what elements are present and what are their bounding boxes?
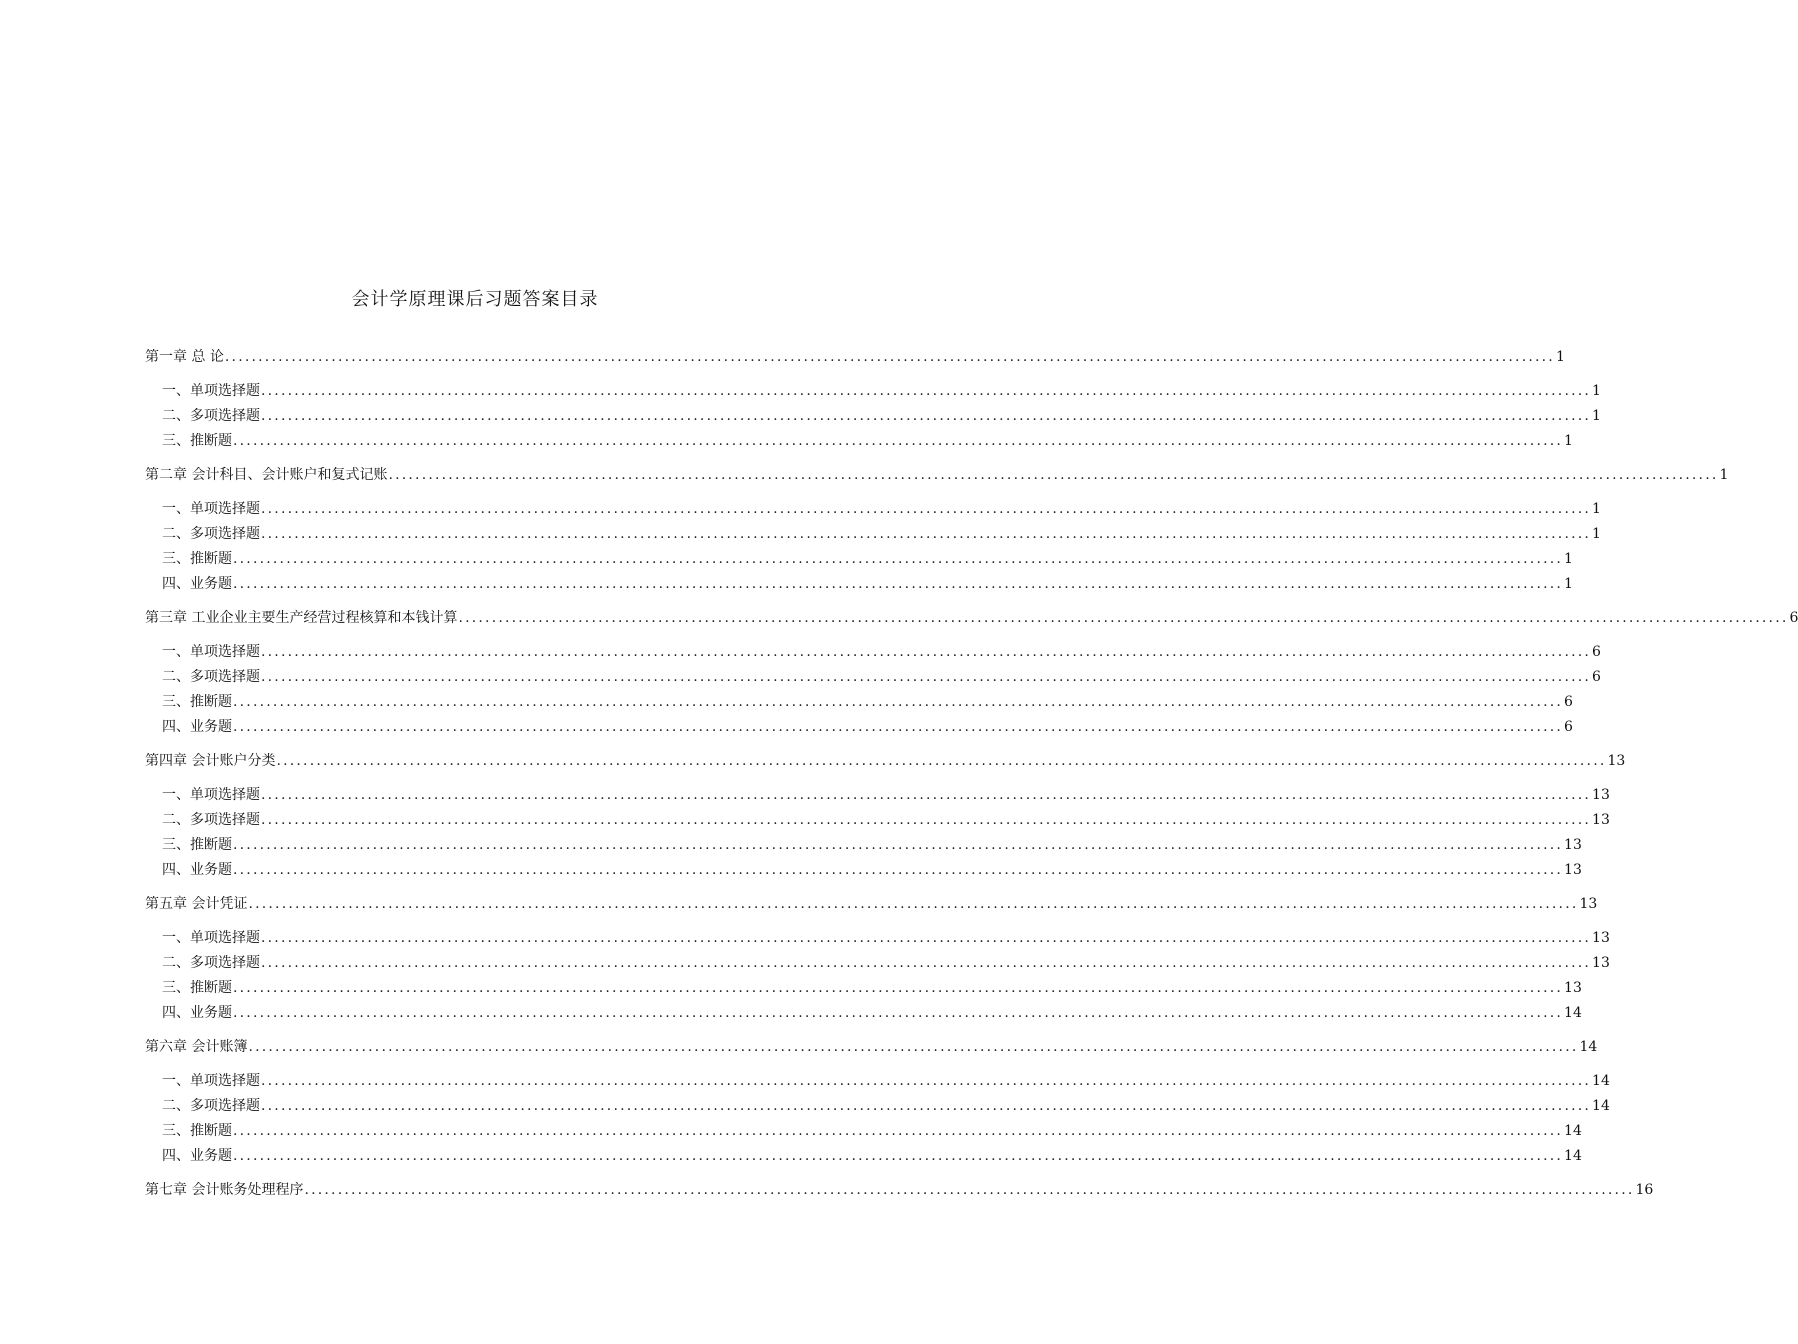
toc-dot-leader: ........................................................................................................................................................................................................ (261, 501, 1592, 517)
toc-section-label: 一、单项选择题 (162, 383, 260, 399)
toc-dot-leader: ........................................................................................................................................................................................................ (224, 349, 1555, 365)
toc-dot-leader: ........................................................................................................................................................................................................ (233, 433, 1564, 449)
toc-page-number: 14 (1564, 1123, 1582, 1139)
toc-chapter-group (145, 463, 1729, 597)
toc-chapter-label: 第七章 会计账务处理程序 (145, 1182, 304, 1198)
toc-section-entry[interactable] (145, 1001, 1582, 1026)
toc-section-entry[interactable] (145, 640, 1601, 665)
toc-dot-leader: ........................................................................................................................................................................................................ (233, 719, 1564, 735)
toc-section-entry[interactable] (145, 379, 1601, 404)
toc-page-number: 13 (1592, 787, 1610, 803)
toc-chapter-entry[interactable] (145, 749, 1626, 774)
toc-page-number: 1 (1719, 467, 1729, 483)
toc-section-entry[interactable] (145, 1144, 1582, 1169)
toc-chapter-group (145, 1178, 1654, 1203)
toc-dot-leader: ........................................................................................................................................................................................................ (304, 1182, 1635, 1198)
toc-dot-leader: ........................................................................................................................................................................................................ (233, 862, 1564, 878)
toc-section-label: 二、多项选择题 (162, 955, 260, 971)
toc-section-label: 四、业务题 (162, 1005, 232, 1021)
toc-chapter-group (145, 345, 1601, 454)
toc-page-number: 14 (1564, 1148, 1582, 1164)
toc-section-label: 一、单项选择题 (162, 930, 260, 946)
toc-dot-leader: ........................................................................................................................................................................................................ (233, 837, 1564, 853)
toc-page-number: 6 (1592, 644, 1601, 660)
toc-chapter-label: 第三章 工业企业主要生产经营过程核算和本钱计算 (145, 610, 458, 626)
toc-page-number: 1 (1592, 408, 1601, 424)
toc-page-number: 6 (1564, 719, 1573, 735)
toc-section-entry[interactable] (145, 1119, 1582, 1144)
toc-section-label: 三、推断题 (162, 1123, 232, 1139)
toc-section-entry[interactable] (145, 783, 1610, 808)
toc-section-entry[interactable] (145, 976, 1582, 1001)
toc-page-number: 13 (1592, 930, 1610, 946)
toc-dot-leader: ........................................................................................................................................................................................................ (261, 526, 1592, 542)
toc-section-label: 四、业务题 (162, 576, 232, 592)
toc-chapter-label: 第一章 总 论 (145, 349, 224, 365)
toc-section-entry[interactable] (145, 858, 1582, 883)
toc-chapter-entry[interactable] (145, 345, 1565, 370)
toc-dot-leader: ........................................................................................................................................................................................................ (261, 930, 1592, 946)
toc-section-label: 二、多项选择题 (162, 408, 260, 424)
toc-chapter-group (145, 749, 1626, 883)
toc-chapter-label: 第六章 会计账簿 (145, 1039, 248, 1055)
toc-section-entry[interactable] (145, 951, 1610, 976)
document-title: 会计学原理课后习题答案目录 (351, 289, 599, 310)
toc-page-number: 14 (1592, 1098, 1610, 1114)
toc-page-number: 1 (1592, 526, 1601, 542)
toc-section-label: 一、单项选择题 (162, 787, 260, 803)
toc-section-entry[interactable] (145, 497, 1601, 522)
toc-chapter-label: 第二章 会计科目、会计账户和复式记账 (145, 467, 388, 483)
toc-dot-leader: ........................................................................................................................................................................................................ (248, 896, 1579, 912)
toc-section-label: 三、推断题 (162, 837, 232, 853)
toc-page-number: 13 (1592, 955, 1610, 971)
toc-page-number: 6 (1592, 669, 1601, 685)
toc-chapter-entry[interactable] (145, 1035, 1598, 1060)
toc-section-label: 二、多项选择题 (162, 1098, 260, 1114)
toc-page-number: 14 (1592, 1073, 1610, 1089)
toc-section-label: 三、推断题 (162, 433, 232, 449)
toc-page-number: 1 (1564, 576, 1573, 592)
toc-section-entry[interactable] (145, 547, 1573, 572)
toc-dot-leader: ........................................................................................................................................................................................................ (276, 753, 1607, 769)
toc-section-label: 三、推断题 (162, 551, 232, 567)
toc-section-entry[interactable] (145, 522, 1601, 547)
toc-section-label: 一、单项选择题 (162, 1073, 260, 1089)
toc-section-label: 一、单项选择题 (162, 644, 260, 660)
toc-dot-leader: ........................................................................................................................................................................................................ (261, 669, 1592, 685)
toc-dot-leader: ........................................................................................................................................................................................................ (261, 383, 1592, 399)
toc-page-number: 13 (1592, 812, 1610, 828)
toc-page-number: 1 (1564, 433, 1573, 449)
toc-dot-leader: ........................................................................................................................................................................................................ (261, 812, 1592, 828)
toc-page-number: 1 (1564, 551, 1573, 567)
toc-section-label: 四、业务题 (162, 719, 232, 735)
toc-dot-leader: ........................................................................................................................................................................................................ (388, 467, 1719, 483)
toc-section-entry[interactable] (145, 572, 1573, 597)
toc-chapter-label: 第四章 会计账户分类 (145, 753, 276, 769)
toc-dot-leader: ........................................................................................................................................................................................................ (261, 1073, 1592, 1089)
toc-chapter-group (145, 892, 1610, 1026)
toc-page-number: 13 (1564, 980, 1582, 996)
toc-chapter-group (145, 606, 1798, 740)
toc-dot-leader: ........................................................................................................................................................................................................ (233, 551, 1564, 567)
toc-dot-leader: ........................................................................................................................................................................................................ (248, 1039, 1579, 1055)
toc-page-number: 14 (1564, 1005, 1582, 1021)
toc-dot-leader: ........................................................................................................................................................................................................ (261, 1098, 1592, 1114)
toc-page-number: 1 (1555, 349, 1565, 365)
toc-section-entry[interactable] (145, 665, 1601, 690)
toc-page-number: 13 (1607, 753, 1626, 769)
toc-section-entry[interactable] (145, 404, 1601, 429)
toc-section-label: 二、多项选择题 (162, 812, 260, 828)
toc-dot-leader: ........................................................................................................................................................................................................ (261, 644, 1592, 660)
toc-section-entry[interactable] (145, 1094, 1610, 1119)
table-of-contents (145, 345, 1798, 1212)
toc-section-entry[interactable] (145, 429, 1573, 454)
toc-chapter-group (145, 1035, 1610, 1169)
toc-chapter-entry[interactable] (145, 606, 1798, 631)
toc-dot-leader: ........................................................................................................................................................................................................ (261, 787, 1592, 803)
toc-section-entry[interactable] (145, 690, 1573, 715)
toc-chapter-entry[interactable] (145, 1178, 1654, 1203)
toc-page-number: 6 (1789, 610, 1798, 626)
toc-page-number: 13 (1564, 862, 1582, 878)
toc-section-entry[interactable] (145, 715, 1573, 740)
toc-section-entry[interactable] (145, 808, 1610, 833)
toc-page-number: 13 (1579, 896, 1598, 912)
toc-page-number: 16 (1635, 1182, 1654, 1198)
toc-section-label: 二、多项选择题 (162, 526, 260, 542)
toc-dot-leader: ........................................................................................................................................................................................................ (233, 576, 1564, 592)
toc-section-label: 四、业务题 (162, 1148, 232, 1164)
toc-section-label: 三、推断题 (162, 694, 232, 710)
toc-page-number: 6 (1564, 694, 1573, 710)
toc-dot-leader: ........................................................................................................................................................................................................ (233, 1148, 1564, 1164)
toc-section-entry[interactable] (145, 926, 1610, 951)
toc-dot-leader: ........................................................................................................................................................................................................ (458, 610, 1789, 626)
toc-page-number: 1 (1592, 501, 1601, 517)
toc-chapter-entry[interactable] (145, 463, 1729, 488)
toc-section-entry[interactable] (145, 1069, 1610, 1094)
toc-dot-leader: ........................................................................................................................................................................................................ (261, 955, 1592, 971)
toc-dot-leader: ........................................................................................................................................................................................................ (233, 1005, 1564, 1021)
toc-section-label: 四、业务题 (162, 862, 232, 878)
toc-section-label: 二、多项选择题 (162, 669, 260, 685)
toc-dot-leader: ........................................................................................................................................................................................................ (233, 694, 1564, 710)
toc-page-number: 13 (1564, 837, 1582, 853)
toc-chapter-label: 第五章 会计凭证 (145, 896, 248, 912)
toc-dot-leader: ........................................................................................................................................................................................................ (261, 408, 1592, 424)
toc-section-label: 三、推断题 (162, 980, 232, 996)
toc-page-number: 14 (1579, 1039, 1598, 1055)
toc-dot-leader: ........................................................................................................................................................................................................ (233, 980, 1564, 996)
toc-dot-leader: ........................................................................................................................................................................................................ (233, 1123, 1564, 1139)
toc-chapter-entry[interactable] (145, 892, 1598, 917)
toc-section-entry[interactable] (145, 833, 1582, 858)
toc-page-number: 1 (1592, 383, 1601, 399)
toc-section-label: 一、单项选择题 (162, 501, 260, 517)
